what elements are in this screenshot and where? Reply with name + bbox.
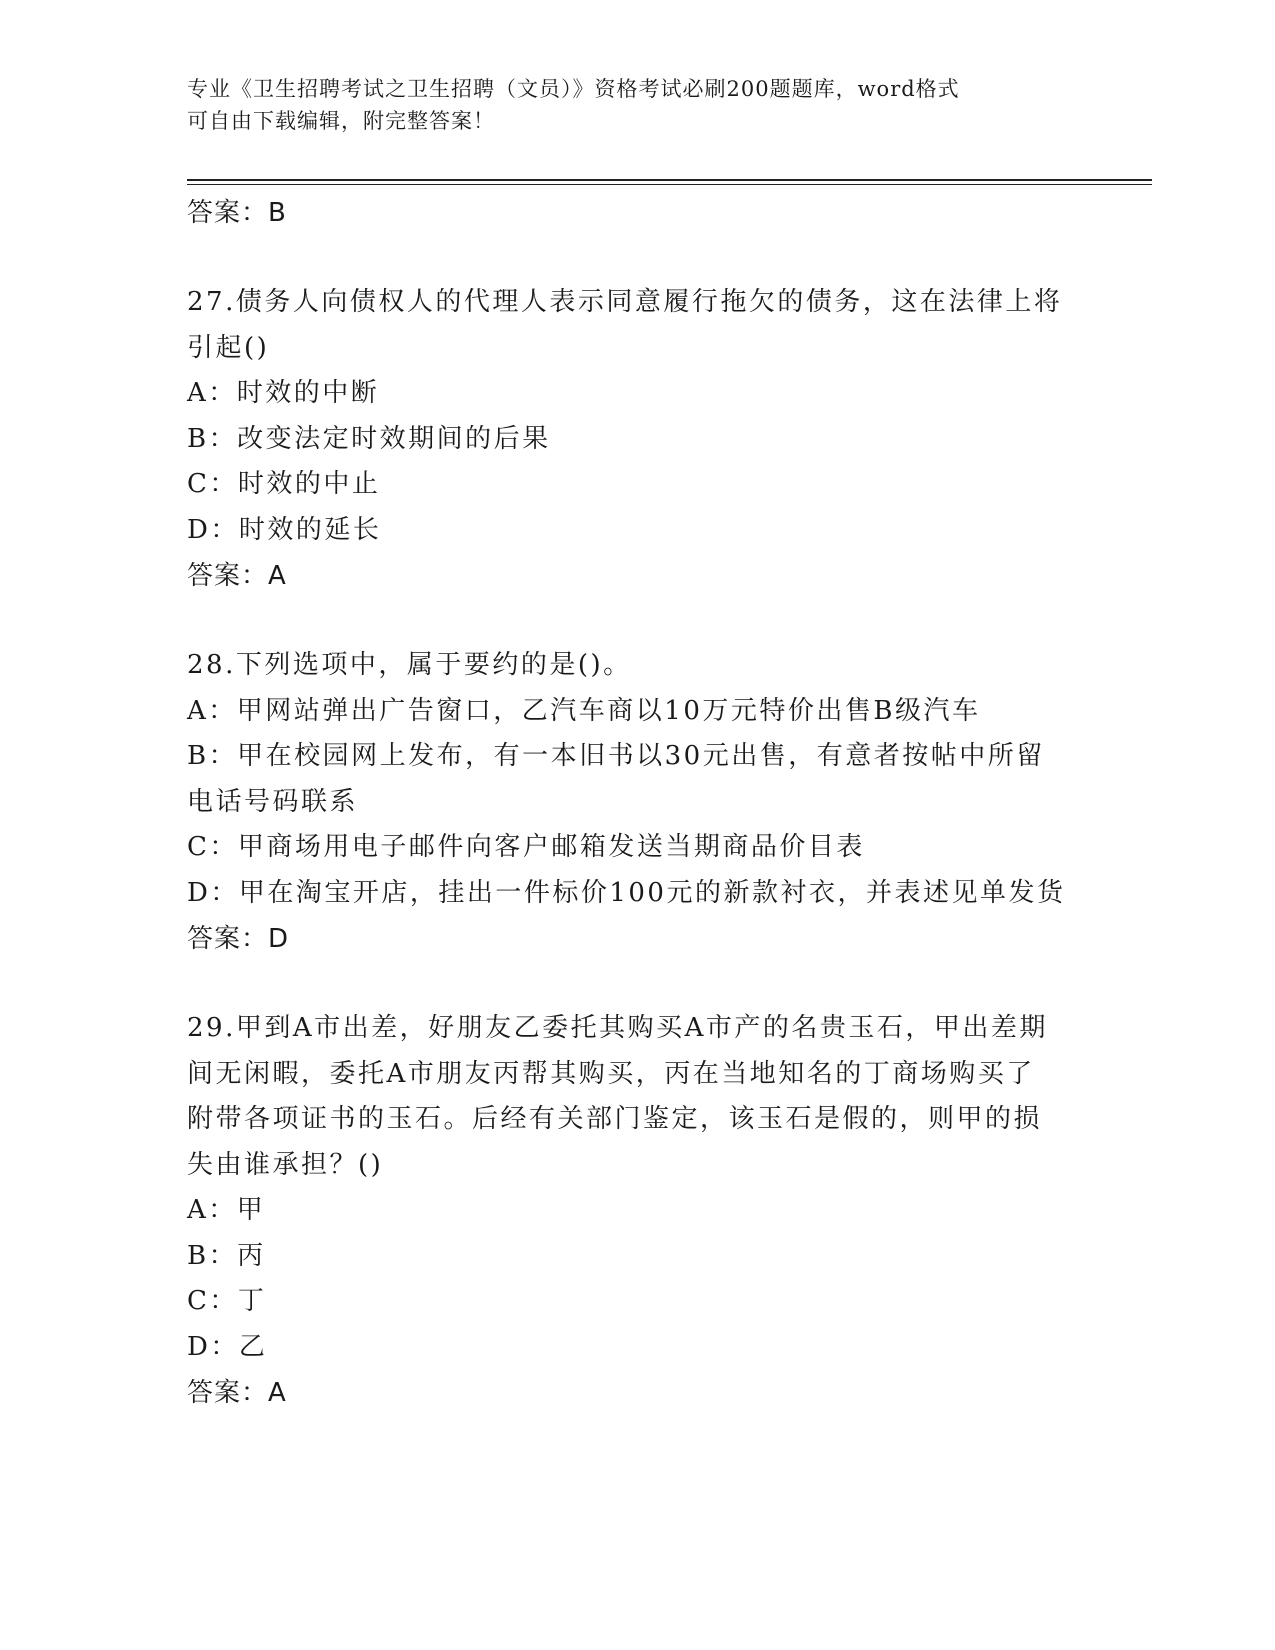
question-spacer [187,236,1087,280]
answer-line: 答案：D [187,924,290,954]
option-line: A：甲网站弹出广告窗口，乙汽车商以10万元特价出售B级汽车 [187,695,981,726]
option-line: 电话号码联系 [187,786,359,817]
question-spacer [187,962,1087,1006]
question-block [187,1006,1087,1416]
question-stem-line: 附带各项证书的玉石。后经有关部门鉴定，该玉石是假的，则甲的损 [187,1104,1043,1134]
option-line: C：甲商场用电子邮件向客户邮箱发送当期商品价目表 [187,832,865,862]
question-stem-line: 间无闲暇，委托A市朋友丙帮其购买，丙在当地知名的丁商场购买了 [187,1058,1035,1089]
option-line: D：时效的延长 [187,514,382,545]
question-stem-line: 失由谁承担？() [187,1149,384,1180]
answer-line: 答案：A [187,1378,287,1408]
option-line: B：改变法定时效期间的后果 [187,423,551,454]
question-spacer [187,599,1087,643]
option-line: B：丙 [187,1240,266,1271]
header-line-1: 专业《卫生招聘考试之卫生招聘（文员）》资格考试必刷200题题库，word格式 [187,77,960,101]
header-divider-thin [187,184,1152,185]
header-line-2: 可自由下载编辑，附完整答案！ [187,109,495,133]
option-line: C：丁 [187,1286,267,1316]
question-block [187,280,1087,599]
answer-line: 答案：A [187,561,287,591]
document-header [187,73,1067,137]
option-line: D：乙 [187,1331,268,1362]
option-line: A：甲 [187,1195,266,1225]
option-line: B：甲在校园网上发布，有一本旧书以30元出售，有意者按帖中所留 [187,741,1045,771]
header-divider-thick [187,179,1152,181]
question-stem-line: 28.下列选项中，属于要约的是()。 [187,650,632,680]
question-block [187,643,1087,962]
question-list [187,190,1087,1416]
question-stem-line: 27.债务人向债权人的代理人表示同意履行拖欠的债务，这在法律上将 [187,287,1063,317]
question-stem-line: 引起() [187,332,270,363]
answer-line: 答案：B [187,198,287,228]
option-line: D：甲在淘宝开店，挂出一件标价100元的新款衬衣，并表述见单发货 [187,877,1066,908]
option-line: A：时效的中断 [187,378,380,408]
question-stem-line: 29.甲到A市出差，好朋友乙委托其购买A市产的名贵玉石，甲出差期 [187,1013,1048,1043]
option-line: C：时效的中止 [187,469,381,499]
